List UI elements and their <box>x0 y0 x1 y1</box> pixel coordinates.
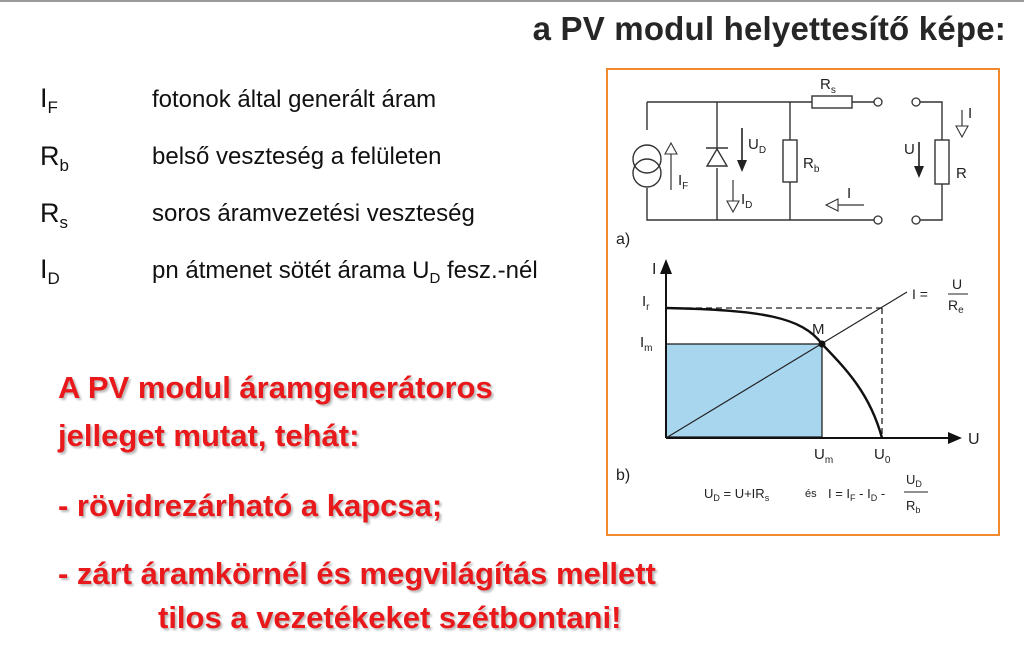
im-label: $I_m$ <box>640 334 653 354</box>
statement-bullet1: - rövidrezárható a kapcsa; <box>58 488 443 523</box>
equation-ud: $U_D = U+IR_s$ <box>704 486 770 503</box>
equation-es: és <box>805 488 817 500</box>
diagram-frame <box>606 68 1000 536</box>
terminal-top-left <box>874 98 882 106</box>
wire-load-top <box>920 102 942 140</box>
if-label: $I_F$ <box>678 172 689 192</box>
equation-frac-denominator: $R_b$ <box>906 498 921 515</box>
rs-resistor <box>812 96 852 108</box>
x-axis-arrow <box>948 432 962 444</box>
y-axis-label: I <box>652 261 657 278</box>
equation-i: $I = I_F - I_D$ - <box>828 486 886 503</box>
rb-label: $R_b$ <box>803 155 820 175</box>
i-right-arrow-head <box>956 126 968 137</box>
id-arrow-head <box>727 201 739 212</box>
i-left-arrow-head <box>826 199 838 211</box>
load-eq-prefix: I = <box>912 286 928 302</box>
x-axis-label: U <box>968 431 980 448</box>
wire-bottom <box>647 188 874 220</box>
load-eq-numerator: U <box>952 276 963 292</box>
def-text-rb: belső veszteség a felületen <box>152 143 442 170</box>
um-label: $U_m$ <box>814 446 834 466</box>
statement-line1: A PV modul áramgenerátoros <box>58 370 493 405</box>
id-label: $I_D$ <box>741 191 753 211</box>
u-label: U <box>904 141 915 158</box>
def-text-if: fotonok által generált áram <box>152 86 437 113</box>
rs-label: $R_s$ <box>820 76 836 96</box>
u-arrow-head <box>914 166 924 178</box>
terminal-top-right <box>912 98 920 106</box>
def-symbol-if: $I_F$ <box>40 83 58 117</box>
m-label: M <box>812 321 825 338</box>
if-arrow-head <box>665 143 677 154</box>
def-text-id: pn átmenet sötét árama $U_D$ fesz.-nél <box>152 257 538 287</box>
terminal-bottom-left <box>874 216 882 224</box>
ud-label: $U_D$ <box>748 136 767 156</box>
i-left-label: I <box>847 185 852 202</box>
r-load-resistor <box>935 140 949 184</box>
y-axis-arrow <box>660 259 672 274</box>
def-symbol-rs: $R_s$ <box>40 198 68 232</box>
statement-line2: jelleget mutat, tehát: <box>58 418 360 453</box>
load-eq-denominator: $R_e$ <box>948 297 964 316</box>
equation-frac-numerator: $U_D$ <box>906 472 922 489</box>
mpp-point <box>819 341 826 348</box>
def-symbol-rb: $R_b$ <box>40 141 69 175</box>
r-label: R <box>956 165 967 182</box>
i-right-label: I <box>968 105 973 122</box>
wire-load-bottom <box>920 184 942 220</box>
diode-symbol <box>707 149 727 166</box>
top-divider <box>0 0 1024 2</box>
def-symbol-id: $I_D$ <box>40 254 60 288</box>
ir-label: $I_r$ <box>642 293 650 313</box>
statement-bullet2-line2: tilos a vezetékeket szétbontani! <box>158 600 622 635</box>
circuit-label: a) <box>616 231 631 248</box>
def-text-rs: soros áramvezetési veszteség <box>152 200 475 227</box>
terminal-bottom-right <box>912 216 920 224</box>
diagram-svg <box>608 70 998 534</box>
statement-bullet2-line1: - zárt áramkörnél és megvilágítás mellett <box>58 556 656 591</box>
graph-label: b) <box>616 467 631 484</box>
u0-label: $U_0$ <box>874 446 891 466</box>
ud-arrow-head <box>737 160 747 172</box>
page-title: a PV modul helyettesítő képe: <box>532 10 1006 47</box>
rb-resistor <box>783 140 797 182</box>
